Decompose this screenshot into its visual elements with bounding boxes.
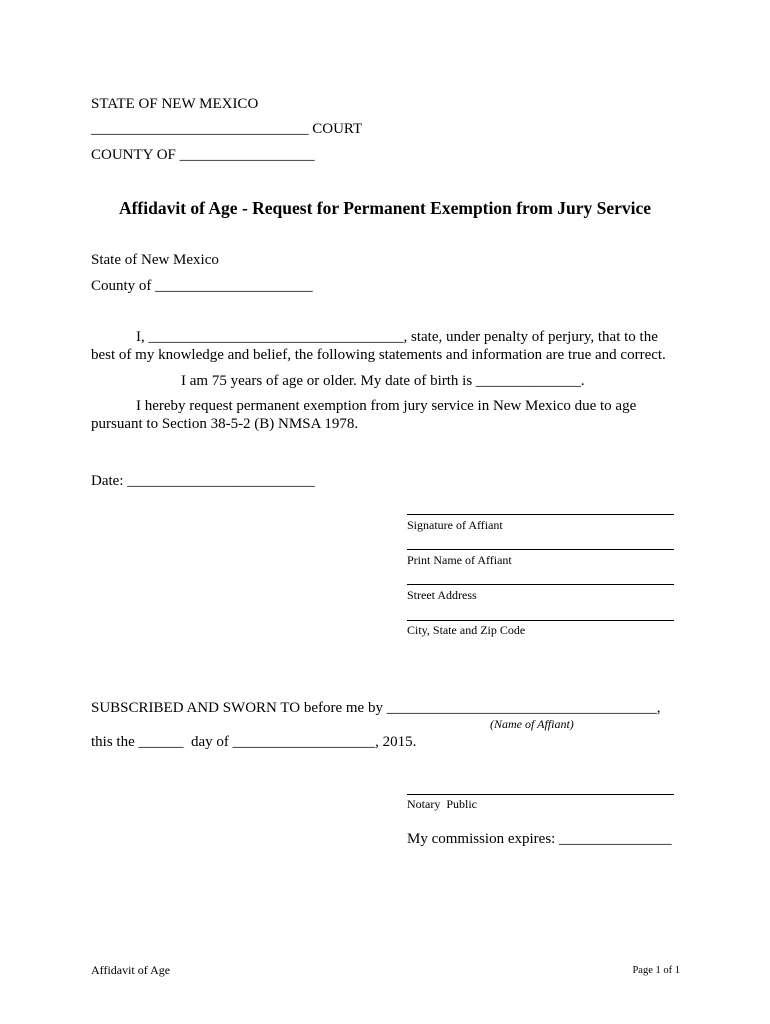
- affirmation-line-2: best of my knowledge and belief, the following statements and information are true and correct.: [91, 347, 666, 363]
- commission-expires-line: My commission expires: _______________: [407, 831, 672, 847]
- notary-public-label: Notary Public: [407, 797, 477, 811]
- street-address-rule: [407, 584, 674, 585]
- venue-county: County of _____________________: [91, 278, 313, 294]
- court-line: _____________________________ COURT: [91, 121, 363, 137]
- age-statement: I am 75 years of age or older. My date of birth is ______________.: [181, 373, 585, 389]
- document-title: Affidavit of Age - Request for Permanent Exemption from Jury Service: [118, 198, 652, 218]
- state-heading: STATE OF NEW MEXICO: [91, 96, 259, 112]
- date-line: Date: _________________________: [91, 473, 315, 489]
- exemption-request-line-1: I hereby request permanent exemption from jury service in New Mexico due to age: [136, 398, 637, 414]
- notary-signature-rule: [407, 794, 674, 795]
- subscribed-sworn-line: SUBSCRIBED AND SWORN TO before me by ____________________________________,: [91, 700, 661, 716]
- name-of-affiant-hint: (Name of Affiant): [490, 717, 574, 731]
- affirmation-line-1: I, __________________________________, state, under penalty of perjury, that to the: [136, 329, 658, 345]
- city-state-zip-rule: [407, 620, 674, 621]
- footer-document-name: Affidavit of Age: [91, 963, 171, 977]
- venue-state: State of New Mexico: [91, 252, 219, 268]
- city-state-zip-label: City, State and Zip Code: [407, 623, 526, 637]
- print-name-rule: [407, 549, 674, 550]
- this-the-day-line: this the ______ day of ___________________, 2015.: [91, 734, 417, 750]
- print-name-label: Print Name of Affiant: [407, 553, 512, 567]
- signature-label: Signature of Affiant: [407, 518, 503, 532]
- exemption-request-line-2: pursuant to Section 38-5-2 (B) NMSA 1978.: [91, 416, 359, 432]
- street-address-label: Street Address: [407, 588, 477, 602]
- county-line: COUNTY OF __________________: [91, 147, 315, 163]
- signature-rule: [407, 514, 674, 515]
- footer-page-number: Page 1 of 1: [632, 965, 680, 976]
